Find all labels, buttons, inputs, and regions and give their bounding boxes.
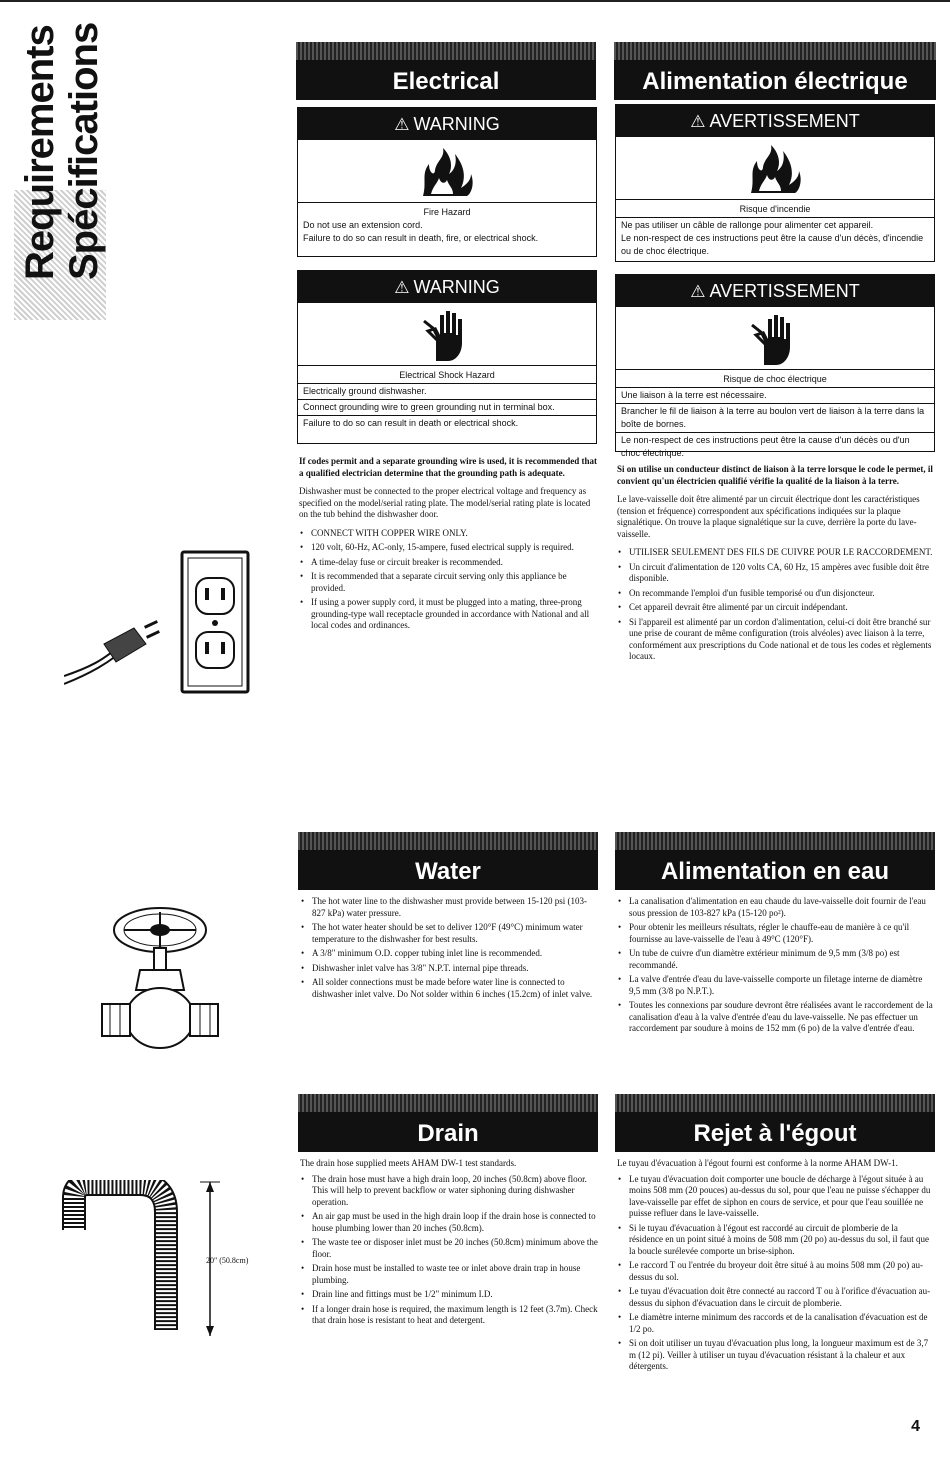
list-item: • An air gap must be used in the high drain loop if the drain hose is connected to house plumbing lower than 20 inches (50.8cm). bbox=[308, 1211, 600, 1234]
warning-fire-box bbox=[297, 107, 597, 257]
list-item: • On recommande l'emploi d'un fusible temporisé ou d'un disjoncteur. bbox=[625, 588, 935, 600]
list-item: • Si l'appareil est alimenté par un cordon d'alimentation, celui-ci doit être branché sur une prise de courant de même configuration (trois alvéoles) avec liaison à la terre, conformément aux prescriptions du Code national et de tous les codes et règlements locaux. bbox=[625, 617, 935, 663]
hazard-title: Risque d'incendie bbox=[739, 204, 811, 214]
list-item: • La valve d'entrée d'eau du lave-vaisselle comporte un filetage interne de diamètre 9,5 mm (3/8 po N.P.T.). bbox=[625, 974, 933, 997]
electrical-text-fr bbox=[617, 464, 935, 666]
list-item: • Le diamètre interne minimum des raccords et de la canalisation d'évacuation est de 1/2 po. bbox=[625, 1312, 933, 1335]
water-title: Water bbox=[415, 858, 481, 885]
list-item: • Pour obtenir les meilleurs résultats, régler le chauffe-eau de manière à ce qu'il fournisse au lave-vaisselle de l'eau à 49°C (120°F). bbox=[625, 922, 933, 945]
fire-icon bbox=[616, 137, 934, 200]
alimentation-electrique-banner bbox=[614, 42, 936, 100]
electrical-shock-hand-icon bbox=[616, 307, 934, 370]
side-title bbox=[14, 22, 106, 280]
water-text-fr bbox=[617, 896, 933, 1038]
list-item: • Drain hose must be installed to waste tee or inlet above drain trap in house plumbing. bbox=[308, 1263, 600, 1286]
list-item: • Un circuit d'alimentation de 120 volts CA, 60 Hz, 15 ampères avec fusible doit être disponible. bbox=[625, 562, 935, 585]
warning-header-label: AVERTISSEMENT bbox=[709, 111, 860, 131]
electrical-outlet-and-plug-icon bbox=[64, 548, 254, 703]
warning-line: Le non-respect de ces instructions peut être la cause d'un décès, d'incendie ou de choc électrique. bbox=[621, 233, 924, 256]
electrical-intro: Dishwasher must be connected to the proper electrical voltage and frequency as specified on the model/serial rating plate. The model/serial rating plate is located on the tub behind the dishwasher door. bbox=[299, 486, 591, 519]
warning-line: Failure to do so can result in death or electrical shock. bbox=[303, 418, 519, 428]
hazard-title: Fire Hazard bbox=[423, 207, 471, 217]
warning-line: Une liaison à la terre est nécessaire. bbox=[621, 390, 767, 400]
drain-text-fr bbox=[617, 1158, 933, 1376]
warning-header bbox=[298, 108, 596, 140]
electrical-shock-hand-icon bbox=[298, 303, 596, 366]
drain-hose-icon bbox=[60, 1180, 270, 1345]
drain-bullets bbox=[300, 1174, 600, 1327]
warning-header-label: WARNING bbox=[413, 114, 500, 134]
warning-header-label: AVERTISSEMENT bbox=[709, 281, 860, 301]
alimentation-en-eau-banner bbox=[615, 832, 935, 890]
warning-header bbox=[616, 105, 934, 137]
warning-shock-box bbox=[297, 270, 597, 444]
list-item: • La canalisation d'alimentation en eau chaude du lave-vaisselle doit fournir de l'eau sous pression de 103-827 kPa (15-120 po²). bbox=[625, 896, 933, 919]
warning-line: Ne pas utiliser un câble de rallonge pour alimenter cet appareil. bbox=[621, 220, 874, 230]
alimentation-electrique-title: Alimentation électrique bbox=[642, 68, 908, 95]
warning-triangle-icon: ⚠ bbox=[394, 278, 410, 297]
warning-line: Electrically ground dishwasher. bbox=[303, 386, 427, 396]
warning-line: Brancher le fil de liaison à la terre au boulon vert de liaison à la terre dans la boîte de bornes. bbox=[621, 406, 925, 429]
electrical-title: Electrical bbox=[392, 68, 500, 95]
list-item: • Si le tuyau d'évacuation à l'égout est raccordé au circuit de plomberie de la résidence en un point situé à moins de 508 mm (20 po) au-dessus du sol, il faut que la boucle surélevée comporte un brise-siphon. bbox=[625, 1223, 933, 1258]
warning-line: Failure to do so can result in death, fire, or electrical shock. bbox=[303, 233, 539, 243]
warning-header-label: WARNING bbox=[413, 277, 500, 297]
side-title-english: Requirements bbox=[18, 25, 62, 280]
rejet-a-l-egout-title: Rejet à l'égout bbox=[693, 1120, 857, 1147]
electrical-bullets bbox=[617, 547, 935, 663]
water-bullets bbox=[300, 896, 600, 1000]
list-item: • Si on doit utiliser un tuyau d'évacuation plus long, la longueur maximum est de 3,7 m (12 pi). Veiller à utiliser un tuyau d'évacuation résistant à la chaleur et aux détergents. bbox=[625, 1338, 933, 1373]
page-number: 4 bbox=[911, 1418, 920, 1435]
list-item: • The hot water line to the dishwasher must provide between 15-120 psi (103-827 kPa) water pressure. bbox=[308, 896, 600, 919]
drain-intro: The drain hose supplied meets AHAM DW-1 test standards. bbox=[300, 1158, 517, 1168]
list-item: • All solder connections must be made before water line is connected to dishwasher inlet valve. Do Not solder within 6 inches (15.2cm) of inlet valve. bbox=[308, 977, 600, 1000]
fire-icon bbox=[298, 140, 596, 203]
rejet-a-l-egout-banner bbox=[615, 1094, 935, 1152]
warning-header bbox=[298, 271, 596, 303]
hazard-title: Risque de choc électrique bbox=[723, 374, 827, 384]
drain-height-label: 20" (50.8cm) bbox=[206, 1256, 249, 1265]
drain-title: Drain bbox=[417, 1120, 479, 1147]
list-item: • Drain line and fittings must be 1/2" minimum I.D. bbox=[308, 1289, 600, 1301]
avertissement-fire-box bbox=[615, 104, 935, 262]
warning-triangle-icon: ⚠ bbox=[690, 112, 706, 131]
list-item: • Le tuyau d'évacuation doit être connecté au raccord T ou à l'orifice d'évacuation au-dessus du siphon d'évacuation dans le circuit de plomberie. bbox=[625, 1286, 933, 1309]
list-item: • 120 volt, 60-Hz, AC-only, 15-ampere, fused electrical supply is required. bbox=[307, 542, 599, 554]
list-item: • The waste tee or disposer inlet must be 20 inches (50.8cm) minimum above the floor. bbox=[308, 1237, 600, 1260]
list-item: • CONNECT WITH COPPER WIRE ONLY. bbox=[307, 528, 599, 540]
list-item: • Le raccord T ou l'entrée du broyeur doit être situé à au moins 508 mm (20 po) au-dessus du sol. bbox=[625, 1260, 933, 1283]
list-item: • Le tuyau d'évacuation doit comporter une boucle de décharge à l'égout située à au moins 508 mm (20 pouces) au-dessus du sol, pour que l'eau ne puisse s'échapper du lave-vaisselle par effet de siphon en cours de service, et pour que l'eau souillée ne puisse refluer dans le lave-vaisselle. bbox=[625, 1174, 933, 1220]
drain-banner bbox=[298, 1094, 598, 1152]
water-text-en bbox=[300, 896, 600, 1003]
electrical-banner bbox=[296, 42, 596, 100]
warning-line: Connect grounding wire to green grounding nut in terminal box. bbox=[303, 402, 555, 412]
electrical-intro-bold: If codes permit and a separate grounding wire is used, it is recommended that a qualified electrician determine that the grounding path is adequate. bbox=[299, 456, 597, 478]
list-item: • Toutes les connexions par soudure devront être réalisées avant le raccordement de la canalisation d'eau à la valve d'entrée d'eau du lave-vaisselle. Ne pas effectuer un raccordement par soudure à moins de 152 mm (6 po) de la valve d'entrée d'eau. bbox=[625, 1000, 933, 1035]
list-item: • The hot water heater should be set to deliver 120°F (49°C) minimum water temperature to the dishwasher for best results. bbox=[308, 922, 600, 945]
water-bullets bbox=[617, 896, 933, 1035]
hazard-title: Electrical Shock Hazard bbox=[399, 370, 495, 380]
list-item: • A time-delay fuse or circuit breaker is recommended. bbox=[307, 557, 599, 569]
warning-line: Do not use an extension cord. bbox=[303, 220, 423, 230]
drain-bullets bbox=[617, 1174, 933, 1373]
water-banner bbox=[298, 832, 598, 890]
avertissement-shock-box bbox=[615, 274, 935, 458]
water-valve-icon bbox=[100, 900, 230, 1065]
list-item: • A 3/8" minimum O.D. copper tubing inlet line is recommended. bbox=[308, 948, 600, 960]
warning-triangle-icon: ⚠ bbox=[394, 115, 410, 134]
list-item: • Un tube de cuivre d'un diamètre extérieur minimum de 9,5 mm (3/8 po) est recommandé. bbox=[625, 948, 933, 971]
top-rule bbox=[0, 0, 950, 2]
electrical-bullets bbox=[299, 528, 599, 632]
warning-triangle-icon: ⚠ bbox=[690, 282, 706, 301]
alimentation-en-eau-title: Alimentation en eau bbox=[660, 858, 890, 885]
list-item: • UTILISER SEULEMENT DES FILS DE CUIVRE POUR LE RACCORDEMENT. bbox=[625, 547, 935, 559]
electrical-intro-bold: Si on utilise un conducteur distinct de liaison à la terre lorsque le code le permet, il convient qu'un électricien qualifié vérifie la qualité de la liaison à la terre. bbox=[617, 464, 933, 486]
electrical-intro: Le lave-vaisselle doit être alimenté par un circuit électrique dont les caractéristiques (tension et fréquence) correspondent aux spécifications indiquées sur la plaque signalétique. On trouve la plaque signalétique sur la cuve, derrière la porte du lave-vaisselle. bbox=[617, 494, 920, 539]
list-item: • Cet appareil devrait être alimenté par un circuit indépendant. bbox=[625, 602, 935, 614]
list-item: • The drain hose must have a high drain loop, 20 inches (50.8cm) above floor. This will help to prevent backflow or water siphoning during dishwasher operation. bbox=[308, 1174, 600, 1209]
drain-intro: Le tuyau d'évacuation à l'égout fourni est conforme à la norme AHAM DW-1. bbox=[617, 1158, 898, 1168]
list-item: • Dishwasher inlet valve has 3/8" N.P.T. internal pipe threads. bbox=[308, 963, 600, 975]
electrical-text-en bbox=[299, 456, 599, 635]
list-item: • It is recommended that a separate circuit serving only this appliance be provided. bbox=[307, 571, 599, 594]
warning-line: Le non-respect de ces instructions peut être la cause d'un décès ou d'un choc électrique. bbox=[621, 435, 910, 458]
drain-text-en bbox=[300, 1158, 600, 1330]
side-title-french: Spécifications bbox=[62, 22, 106, 280]
list-item: • If using a power supply cord, it must be plugged into a mating, three-prong grounding-type wall receptacle grounded in accordance with National and all local codes and ordinances. bbox=[307, 597, 599, 632]
warning-header bbox=[616, 275, 934, 307]
list-item: • If a longer drain hose is required, the maximum length is 12 feet (3.7m). Check that drain hose is resistant to heat and detergent. bbox=[308, 1304, 600, 1327]
